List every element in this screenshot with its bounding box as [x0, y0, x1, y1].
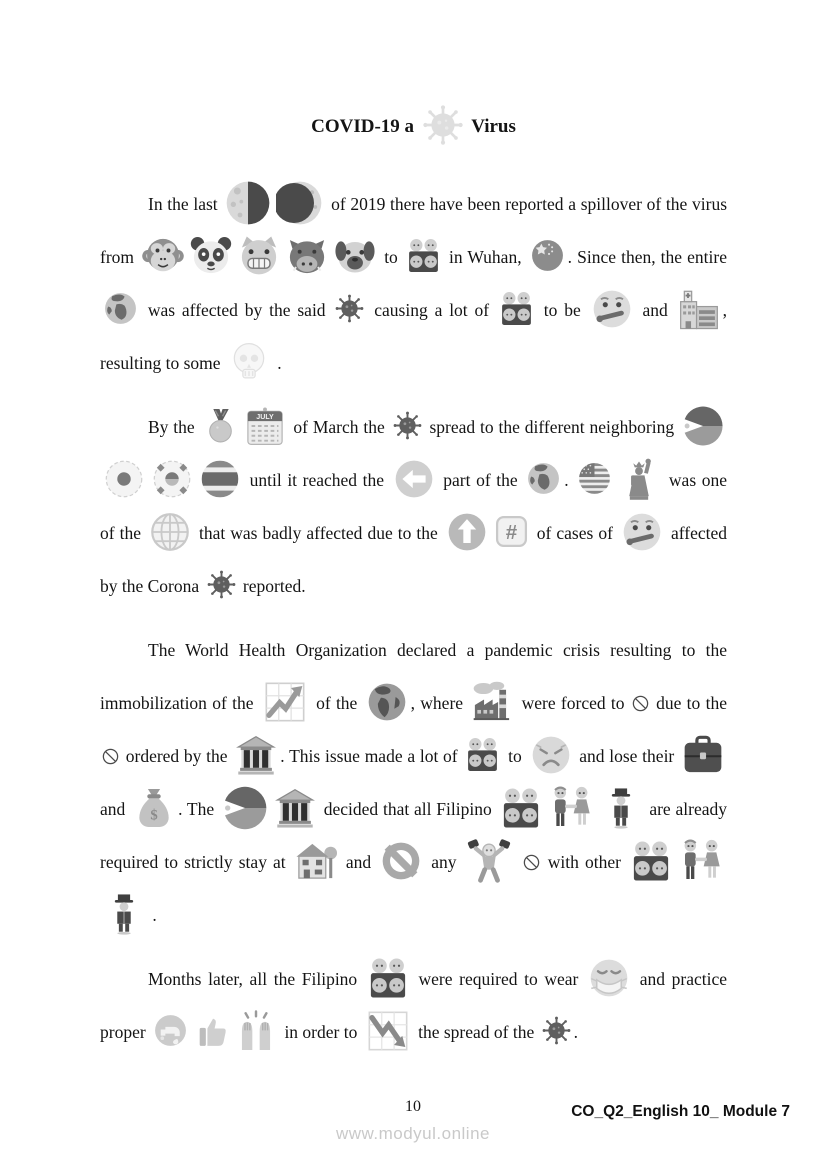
text-run: .	[272, 353, 282, 373]
text-run: part of the	[437, 470, 524, 490]
page-title	[100, 104, 727, 150]
no-entry-icon	[379, 839, 423, 883]
text-run: of March the	[288, 417, 390, 437]
grinning-cat-face-icon	[237, 234, 281, 278]
globe-earth-icon	[102, 290, 139, 327]
japan-flag-icon	[102, 457, 146, 501]
text-run: .	[148, 905, 157, 925]
medal-icon	[202, 407, 239, 444]
text-run: with other	[541, 852, 627, 872]
family-icon	[629, 839, 673, 883]
text-run: . This issue made a lot of	[280, 746, 463, 766]
text-run: to	[379, 247, 403, 267]
couple-icon	[677, 837, 725, 885]
distressed-face-icon	[529, 733, 573, 777]
prohibited-icon	[101, 747, 120, 766]
text-run: to be	[536, 300, 588, 320]
prohibited-icon	[631, 694, 650, 713]
couple-icon	[547, 784, 595, 832]
family-icon	[405, 237, 442, 274]
text-run: The World Health Organization declared a pandemic crisis resulting to the immobilization of the	[100, 640, 727, 713]
classical-building-icon	[273, 786, 317, 830]
house-garden-icon	[294, 839, 338, 883]
prohibited-icon	[522, 853, 541, 872]
raising-hands-icon	[234, 1009, 278, 1053]
text-run: and	[339, 852, 378, 872]
text-run: was one of the	[100, 470, 728, 543]
calendar-july-icon	[243, 404, 287, 448]
text-run: and lose their	[574, 746, 679, 766]
dog-face-icon	[333, 234, 377, 278]
hospital-icon	[677, 287, 721, 331]
briefcase-icon	[681, 733, 725, 777]
text-run: due to the	[650, 693, 727, 713]
text-run: are already required to strictly stay at	[100, 799, 727, 872]
factory-icon	[470, 680, 514, 724]
us-flag-icon	[576, 460, 613, 497]
monkey-face-icon	[141, 234, 185, 278]
potable-water-icon	[152, 1012, 189, 1049]
text-run: .	[564, 470, 575, 490]
mask-face-icon	[587, 956, 631, 1000]
text-run: in Wuhan,	[443, 247, 527, 267]
text-run: was affected by the said	[141, 300, 333, 320]
text-run: By the	[148, 417, 200, 437]
left-arrow-icon	[392, 457, 436, 501]
south-korea-flag-icon	[150, 457, 194, 501]
text-run: decided that all Filipino	[318, 799, 497, 819]
page-number: 10	[405, 1098, 421, 1115]
classical-building-icon	[234, 733, 278, 777]
china-flag-icon	[529, 237, 566, 274]
text-run: were forced to	[516, 693, 630, 713]
man-in-suit-icon	[102, 892, 146, 936]
family-icon	[464, 736, 501, 773]
text-run: , where	[410, 693, 469, 713]
text-run: affected by the Corona	[100, 523, 727, 596]
page-content	[100, 104, 727, 1070]
text-run: any	[425, 852, 463, 872]
globe-meridians-icon	[148, 510, 192, 554]
family-icon	[366, 956, 410, 1000]
thumbs-up-icon	[193, 1012, 230, 1049]
philippines-flag-icon	[681, 404, 725, 448]
story-paragraph-3	[100, 624, 727, 942]
text-run: causing a lot of	[367, 300, 496, 320]
virus-icon	[541, 1015, 572, 1046]
story-paragraph-1	[100, 178, 727, 390]
text-run: . The	[178, 799, 219, 819]
text-run: to	[503, 746, 527, 766]
faint-skull-icon	[227, 340, 271, 384]
family-icon	[498, 290, 535, 327]
virus-icon	[334, 293, 365, 324]
text-run: of 2019 there have been reported a spillover of the virus from	[100, 194, 727, 267]
text-run: that was badly affected due to the	[194, 523, 443, 543]
up-arrow-icon	[445, 510, 489, 554]
globe-earth-icon	[525, 460, 562, 497]
panda-face-icon	[189, 234, 233, 278]
text-run: COVID-19 a	[311, 116, 419, 137]
text-run: the spread of the	[413, 1022, 539, 1042]
weightlifter-icon	[465, 837, 513, 885]
text-run: of the	[310, 693, 363, 713]
text-run: In the last	[148, 194, 223, 214]
text-run: Virus	[466, 116, 516, 137]
family-icon	[499, 786, 543, 830]
text-run: and practice proper	[100, 969, 728, 1042]
watermark: www.modyul.online	[335, 1124, 490, 1143]
waning-crescent-moon-icon	[276, 179, 324, 227]
text-run: were required to wear	[411, 969, 586, 989]
globe-americas-icon	[365, 680, 409, 724]
money-bag-icon	[132, 786, 176, 830]
text-run: of cases of	[531, 523, 618, 543]
face-thermometer-icon	[620, 510, 664, 554]
text-run: .	[573, 1022, 578, 1042]
text-run: until it reached the	[244, 470, 390, 490]
text-run	[515, 852, 521, 872]
philippines-flag-icon	[221, 784, 269, 832]
faint-virus-icon	[421, 103, 465, 147]
text-run: in order to	[280, 1022, 362, 1042]
module-label: CO_Q2_English 10_ Module 7	[571, 1103, 790, 1120]
boar-face-icon	[285, 234, 329, 278]
chart-decreasing-icon	[364, 1007, 412, 1055]
text-run: ordered by the	[121, 746, 233, 766]
text-run: . Since then, the entire	[567, 247, 727, 267]
statue-of-liberty-icon	[617, 457, 661, 501]
man-in-suit-icon	[599, 786, 643, 830]
last-quarter-moon-icon	[224, 179, 272, 227]
text-run: and	[100, 799, 131, 819]
thailand-flag-icon	[198, 457, 242, 501]
face-thermometer-icon	[590, 287, 634, 331]
text-run: spread to the different neighboring	[424, 417, 679, 437]
story-paragraph-2	[100, 401, 727, 613]
text-run: and	[635, 300, 675, 320]
story-paragraph-4	[100, 953, 727, 1059]
text-run: , resulting to some	[100, 300, 727, 373]
chart-increasing-icon	[261, 678, 309, 726]
text-run: reported.	[238, 576, 306, 596]
virus-icon	[206, 569, 237, 600]
text-run: Months later, all the Filipino	[148, 969, 364, 989]
hash-key-icon	[493, 513, 530, 550]
virus-icon	[392, 410, 423, 441]
